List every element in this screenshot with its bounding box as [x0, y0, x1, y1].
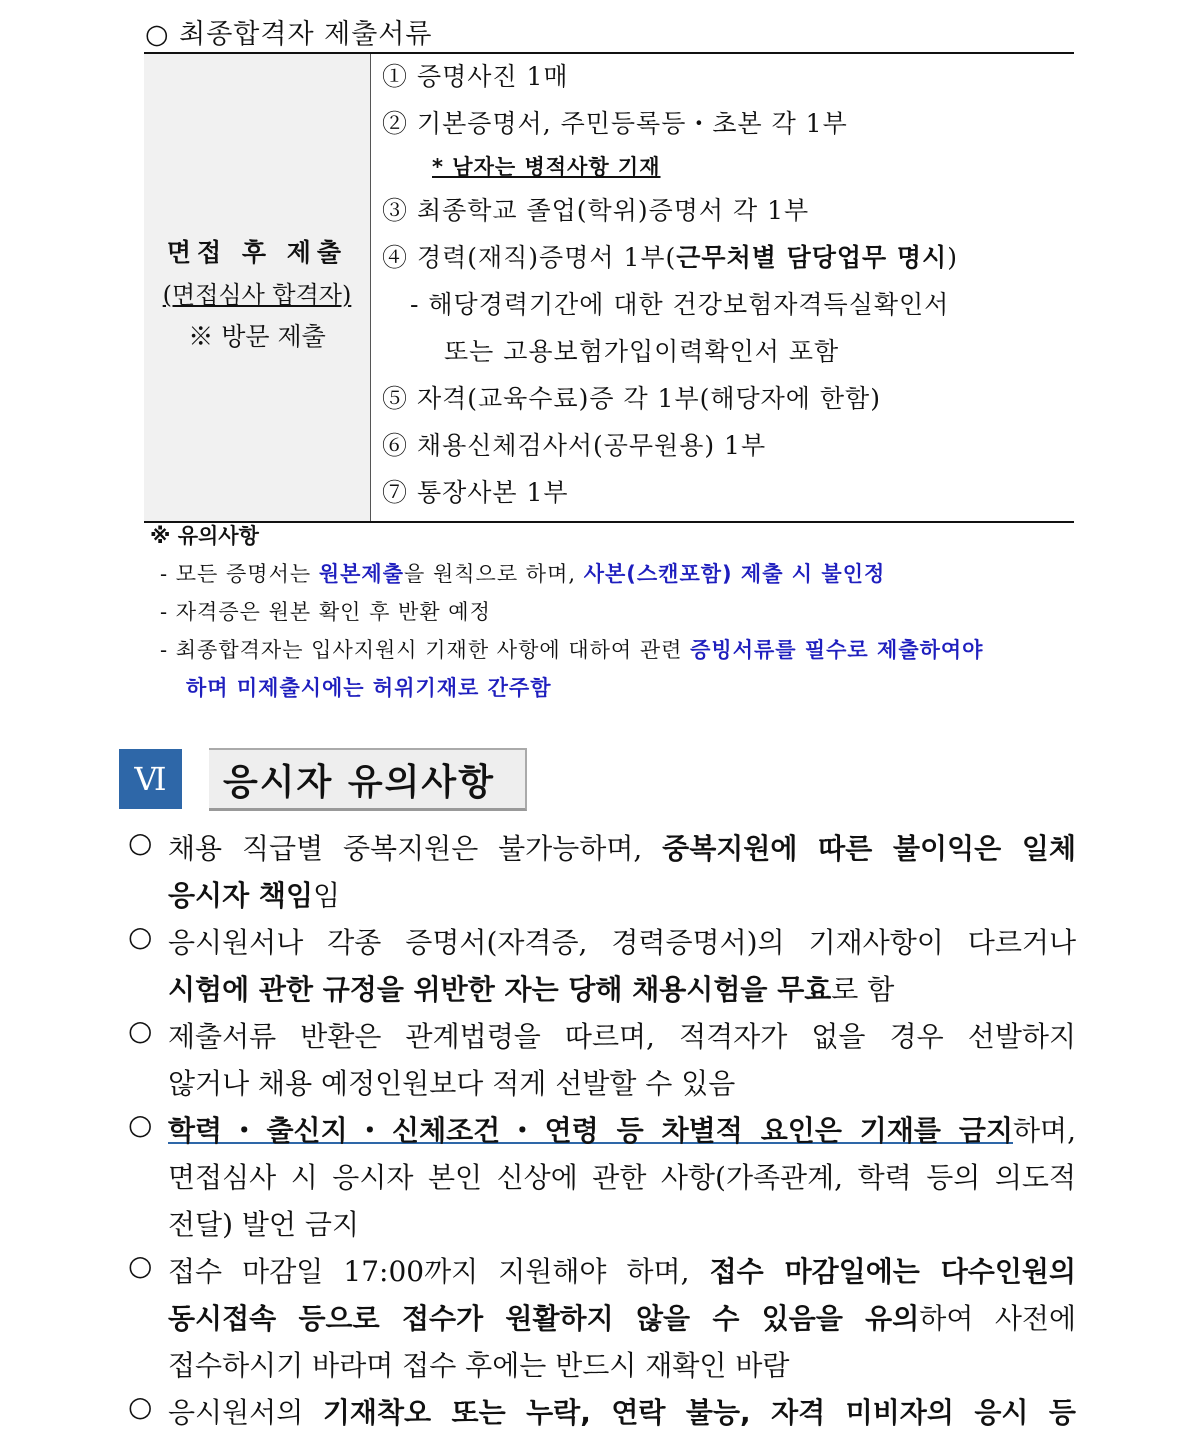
list-item-line: 전달) 발언 금지 [168, 1208, 360, 1241]
bullet-circle-icon: ○ [128, 1390, 153, 1423]
bullet-circle-icon: ○ [128, 1249, 153, 1282]
note-emphasis: 원본제출 [318, 562, 404, 586]
list-item [128, 1014, 1076, 1108]
text-emphasis: 접수 마감일에는 다수인원의 [709, 1255, 1076, 1288]
doc-item-career-sub1: - 해당경력기간에 대한 건강보험자격득실확인서 [410, 290, 950, 319]
note-evidence-cont [150, 672, 983, 710]
table-left-cell [144, 54, 371, 521]
note-text: 을 원칙으로 하며, [404, 562, 584, 586]
text-span: 채용 직급별 중복지원은 불가능하며, [168, 832, 663, 865]
text-span: 하며, [1013, 1114, 1076, 1147]
list-item-line [168, 1390, 1076, 1437]
bullet-circle-icon: ○ [128, 1108, 153, 1141]
note-evidence [150, 634, 983, 672]
career-text: ④ 경력(재직)증명서 1부( [382, 243, 677, 272]
document-list [382, 58, 958, 521]
text-emphasis: 시험에 관한 규정을 위반한 자는 당해 채용시험을 무효 [168, 973, 832, 1006]
doc-item-career-sub2: 또는 고용보험가입이력확인서 포함 [444, 337, 840, 366]
military-note-text: * 남자는 병적사항 기재 [432, 155, 661, 179]
list-item-line: 제출서류 반환은 관계법령을 따르며, 적격자가 없을 경우 선발하지 [168, 1020, 1076, 1053]
doc-item-health-check: ⑥ 채용신체검사서(공무원용) 1부 [382, 431, 767, 460]
applicant-notes-list [128, 826, 1076, 1437]
note-emphasis: 증빙서류를 필수로 제출하여야 [690, 638, 984, 662]
text-span: 하여 사전에 [919, 1302, 1076, 1335]
final-docs-table [144, 52, 1074, 523]
note-emphasis: 사본(스캔포함) 제출 시 불인정 [583, 562, 886, 586]
section-title: 응시자 유의사항 [223, 762, 495, 803]
notes-block [150, 522, 983, 710]
note-return: - 자격증은 원본 확인 후 반환 예정 [160, 600, 491, 624]
career-close: ) [947, 243, 958, 272]
list-item-line: 접수하시기 바라며 접수 후에는 반드시 재확인 바람 [168, 1349, 790, 1382]
list-item [128, 1249, 1076, 1390]
doc-item-military-note [382, 152, 958, 192]
text-span: 로 함 [831, 973, 895, 1006]
submission-method-label: ※ 방문 제출 [188, 322, 326, 351]
doc-item-certificate: ② 기본증명서, 주민등록등・초본 각 1부 [382, 109, 848, 138]
note-emphasis: 하며 미제출시에는 허위기재로 간주함 [186, 676, 552, 700]
text-emphasis: 중복지원에 따른 불이익은 일체 [662, 832, 1076, 865]
text-span: 응시원서의 [168, 1396, 323, 1429]
career-emphasis: 근무처별 담당업무 명시 [676, 243, 948, 272]
list-item [128, 920, 1076, 1014]
section-title-box [209, 748, 527, 811]
list-item-line [168, 873, 1076, 920]
list-item-line [168, 1108, 1076, 1155]
note-text: - 최종합격자는 입사지원시 기재한 사항에 대하여 관련 [160, 638, 691, 662]
doc-item-graduation: ③ 최종학교 졸업(학위)증명서 각 1부 [382, 196, 810, 225]
text-span: 접수 마감일 17:00까지 지원해야 하며, [168, 1255, 710, 1288]
doc-item-photo: ① 증명사진 1매 [382, 62, 569, 91]
submission-timing [144, 232, 370, 358]
list-item-line [168, 826, 1076, 873]
text-emphasis: 동시접속 등으로 접수가 원활하지 않을 수 있음을 유의 [168, 1302, 920, 1335]
text-emphasis: 응시자 책임 [168, 879, 313, 912]
bullet-circle-icon: ○ [128, 1014, 153, 1047]
list-item-line: 응시원서나 각종 증명서(자격증, 경력증명서)의 기재사항이 다르거나 [168, 926, 1076, 959]
text-emphasis: 기재착오 또는 누락, 연락 불능, 자격 미비자의 응시 등 [322, 1396, 1076, 1429]
list-item-line: 않거나 채용 예정인원보다 적게 선발할 수 있음 [168, 1067, 736, 1100]
list-item-line [168, 1296, 1076, 1343]
list-item [128, 826, 1076, 920]
note-text: - 모든 증명서는 [160, 562, 319, 586]
section-number-badge: Ⅵ [119, 749, 182, 809]
list-item-line: 면접심사 시 응시자 본인 신상에 관한 사항(가족관계, 학력 등의 의도적 [168, 1161, 1076, 1194]
doc-item-career [382, 239, 958, 286]
text-emphasis: 학력・출신지・신체조건・연령 등 차별적 요인은 기재를 금지 [168, 1114, 1013, 1147]
doc-item-bankbook: ⑦ 통장사본 1부 [382, 478, 569, 507]
notes-heading: ※ 유의사항 [150, 524, 259, 548]
list-item-line [168, 967, 1076, 1014]
doc-item-qualification: ⑤ 자격(교육수료)증 각 1부(해당자에 한함) [382, 384, 881, 413]
final-docs-title: ○ 최종합격자 제출서류 [145, 19, 433, 50]
text-span: 임 [313, 879, 341, 912]
submission-timing-label: 면접 후 제출 [166, 238, 348, 267]
list-item [128, 1108, 1076, 1249]
submission-target-label: (면접심사 합격자) [162, 281, 352, 309]
bullet-circle-icon: ○ [128, 920, 153, 953]
note-original-docs [150, 558, 983, 596]
list-item-line [168, 1249, 1076, 1296]
bullet-circle-icon: ○ [128, 826, 153, 859]
list-item [128, 1390, 1076, 1437]
